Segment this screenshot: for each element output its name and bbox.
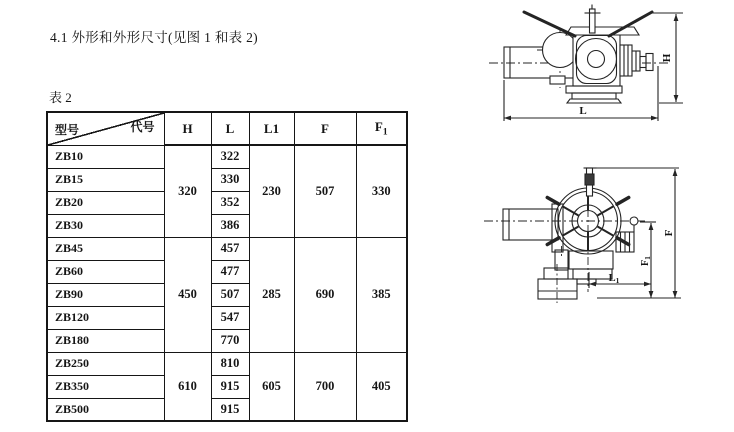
dimension-f-label: F <box>663 229 675 237</box>
table-header-row <box>47 112 407 145</box>
value-cell-f: 700 <box>294 352 356 421</box>
table-row <box>47 352 407 375</box>
value-cell-l: 915 <box>211 398 249 421</box>
value-cell-l: 810 <box>211 352 249 375</box>
model-cell: ZB120 <box>47 306 164 329</box>
corner-col-label: 代号 <box>130 120 155 134</box>
model-cell: ZB250 <box>47 352 164 375</box>
model-cell: ZB45 <box>47 237 164 260</box>
dimension-l1-label: L1 <box>608 273 620 285</box>
table-row <box>47 145 407 168</box>
model-cell: ZB20 <box>47 191 164 214</box>
value-cell-l: 477 <box>211 260 249 283</box>
motor <box>503 204 563 252</box>
dimension-l-label: L <box>579 105 587 117</box>
actuator-body <box>573 33 620 86</box>
figure-side-view <box>478 158 734 335</box>
value-cell-l: 322 <box>211 145 249 168</box>
value-cell-l: 547 <box>211 306 249 329</box>
dimension-f1 <box>640 222 656 298</box>
dimension-f1-label: $F_1$ <box>640 256 652 266</box>
model-cell: ZB60 <box>47 260 164 283</box>
value-cell-l: 457 <box>211 237 249 260</box>
model-cell: ZB350 <box>47 375 164 398</box>
value-cell-l: 915 <box>211 375 249 398</box>
value-cell-f: 690 <box>294 237 356 352</box>
column-header-l1: L1 <box>249 112 294 145</box>
table-row <box>47 237 407 260</box>
value-cell-l: 352 <box>211 191 249 214</box>
base-flange <box>566 86 622 103</box>
value-cell-h: 320 <box>164 145 211 237</box>
figure-front-view <box>480 0 734 128</box>
position-indicator <box>616 217 638 252</box>
value-cell-l1: 285 <box>249 237 294 352</box>
dimension-l1 <box>589 272 651 288</box>
output-shaft <box>620 45 653 76</box>
dimension-h <box>651 13 683 103</box>
value-cell-h: 450 <box>164 237 211 352</box>
corner-header-cell <box>47 112 164 145</box>
value-cell-l1: 605 <box>249 352 294 421</box>
value-cell-f1: 405 <box>356 352 407 421</box>
value-cell-l1: 230 <box>249 145 294 237</box>
value-cell-l: 507 <box>211 283 249 306</box>
table-caption: 表 2 <box>49 90 72 105</box>
model-cell: ZB15 <box>47 168 164 191</box>
model-cell: ZB180 <box>47 329 164 352</box>
model-cell: ZB90 <box>47 283 164 306</box>
value-cell-f1: 385 <box>356 237 407 352</box>
model-cell: ZB30 <box>47 214 164 237</box>
gear-housing <box>538 246 613 303</box>
top-plate <box>566 27 639 35</box>
value-cell-f: 507 <box>294 145 356 237</box>
value-cell-h: 610 <box>164 352 211 421</box>
section-heading: 4.1 外形和外形尺寸(见图 1 和表 2) <box>50 30 258 45</box>
value-cell-l: 386 <box>211 214 249 237</box>
value-cell-f1: 330 <box>356 145 407 237</box>
model-cell: ZB500 <box>47 398 164 421</box>
corner-row-label: 型号 <box>55 123 80 137</box>
value-cell-l: 330 <box>211 168 249 191</box>
model-cell: ZB10 <box>47 145 164 168</box>
dimension-h-label: H <box>661 53 673 63</box>
value-cell-l: 770 <box>211 329 249 352</box>
column-header-f1: $F_1$ <box>356 112 407 145</box>
column-header-f: F <box>294 112 356 145</box>
column-header-h: H <box>164 112 211 145</box>
dimensions-table <box>46 111 408 422</box>
column-header-l: L <box>211 112 249 145</box>
